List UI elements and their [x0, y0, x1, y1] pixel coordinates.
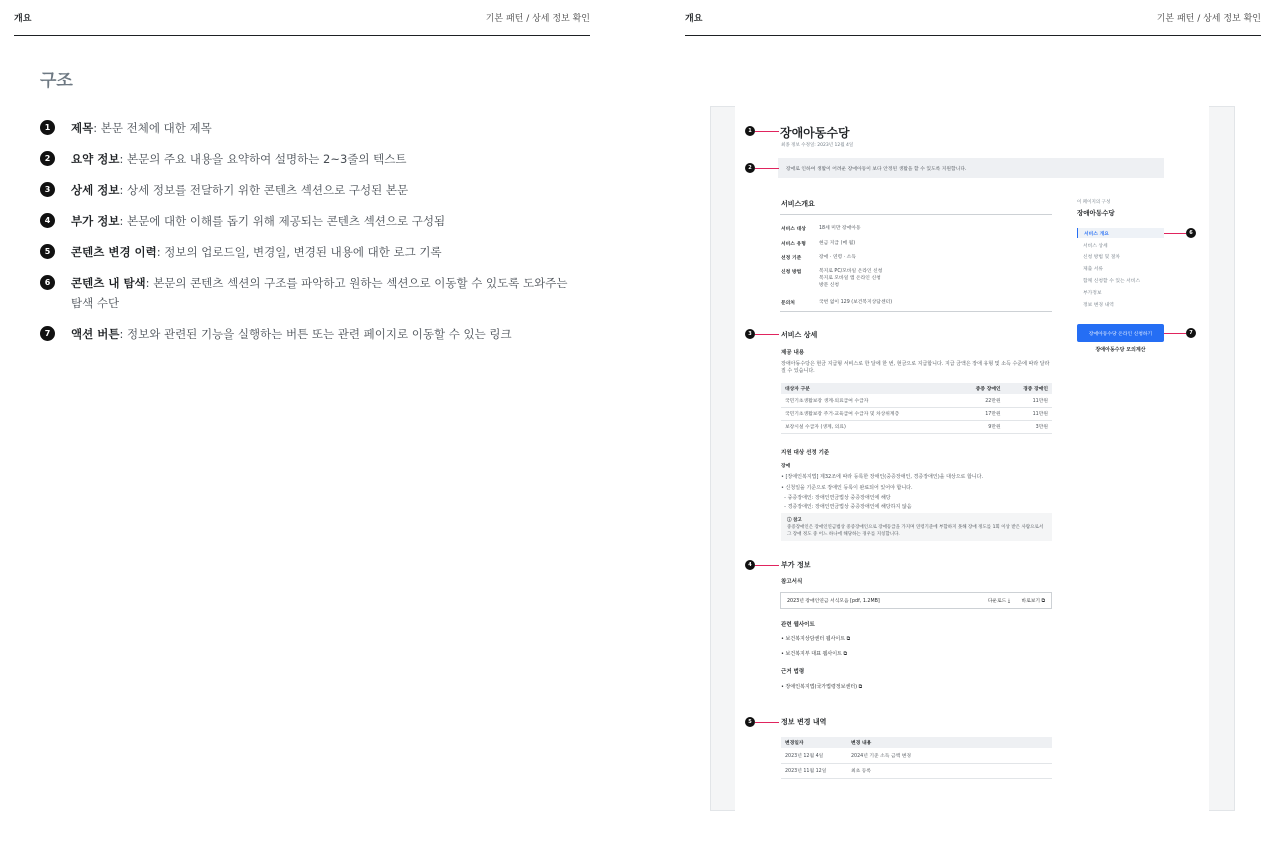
callout-badge: 1 — [745, 126, 755, 136]
legend-desc: : 상세 정보를 전달하기 위한 콘텐츠 섹션으로 구성된 본문 — [119, 183, 409, 197]
site-link[interactable]: • 보건복지부 대표 웹사이트 ⧉ — [781, 651, 848, 657]
law-link[interactable]: • 장애인복지법(국가법령정보센터) ⧉ — [781, 684, 863, 690]
breadcrumb: 기본 패턴 / 상세 정보 확인 — [1156, 14, 1261, 24]
legend-item — [40, 211, 580, 231]
legend-desc: : 본문의 콘텐츠 섹션의 구조를 파악하고 원하는 섹션으로 이동할 수 있도록 도와주는 탐색 수단 — [71, 276, 568, 310]
note-box — [781, 513, 1052, 541]
nav-item[interactable]: 부가정보 — [1083, 290, 1102, 296]
attachment-name: 2023년 장애인연금 서식모음 [pdf, 1.2MB] — [787, 599, 880, 604]
extra-heading: 부가 정보 — [781, 561, 811, 569]
detail-subheading: 제공 내용 — [781, 350, 805, 356]
overview-row — [781, 240, 855, 247]
forms-heading: 참고서식 — [781, 579, 803, 585]
callout-badge: 7 — [1186, 328, 1196, 338]
legend-term: 상세 정보 — [71, 183, 120, 197]
callout-badge: 4 — [745, 560, 755, 570]
criteria-bullet: - 경증장애인: 장애인연금법상 중증장애인에 해당하지 않음 — [781, 504, 912, 510]
table-cell: 11만원 — [1005, 407, 1052, 420]
header-title: 개요 — [685, 14, 703, 24]
legend-term: 요약 정보 — [71, 152, 120, 166]
mockup-page — [735, 106, 1209, 811]
overview-key: 문의처 — [781, 301, 795, 306]
table-cell: 보장시설 수급자 (생계, 의료) — [781, 420, 957, 433]
callout-connector — [755, 565, 779, 566]
table-cell: 2023년 12월 4일 — [781, 748, 847, 763]
section-title: 구조 — [40, 71, 73, 91]
callout-badge: 6 — [1186, 228, 1196, 238]
page-header-right — [685, 0, 1261, 36]
legend-desc: : 본문 전체에 대한 제목 — [93, 121, 212, 135]
table-cell: 국민기초생활보장 생계·의료급여 수급자 — [781, 394, 957, 407]
table-row — [781, 748, 1052, 763]
legend-term: 액션 버튼 — [71, 327, 120, 341]
table-header-row — [781, 383, 1052, 394]
nav-item[interactable]: 서비스 상세 — [1083, 243, 1108, 249]
overview-value: 현금 지급 (매 월) — [819, 241, 856, 246]
callout-connector — [755, 168, 779, 169]
overview-key: 선정 기준 — [781, 256, 802, 261]
legend-desc: : 정보의 업로드일, 변경일, 변경된 내용에 대한 로그 기록 — [156, 245, 442, 259]
download-link[interactable]: 다운로드 ⤓ — [987, 599, 1010, 604]
nav-item[interactable]: 함께 신청할 수 있는 서비스 — [1083, 278, 1141, 284]
mockup-title: 장애아동수당 — [780, 126, 850, 140]
table-cell: 3만원 — [1005, 420, 1052, 433]
legend-item — [40, 149, 580, 169]
table-header-row — [781, 737, 1052, 748]
legend-desc: : 본문에 대한 이해를 돕기 위해 제공되는 콘텐츠 섹션으로 구성됨 — [119, 214, 446, 228]
history-table — [781, 737, 1052, 779]
legend-desc: : 본문의 주요 내용을 요약하여 설명하는 2~3줄의 텍스트 — [119, 152, 407, 166]
overview-key: 서비스 대상 — [781, 227, 806, 232]
legend-term: 콘텐츠 내 탐색 — [71, 276, 146, 290]
table-header: 중증 장애인 — [957, 383, 1004, 394]
legend-number: 7 — [40, 326, 55, 341]
legend-number: 4 — [40, 213, 55, 228]
callout-badge: 3 — [745, 329, 755, 339]
page-header-left — [14, 0, 590, 36]
criteria-bullet: • 신청일을 기준으로 장애인 등록이 완료되어 있어야 합니다. — [781, 485, 913, 491]
criteria-bullet: • [장애인복지법] 제32조에 따라 등록한 장애인(중증장애인, 경증장애인)을 대상으로 합니다. — [781, 474, 984, 480]
mockup-summary: 장애로 인하여 생활이 어려운 장애아동이 보다 안정된 생활을 할 수 있도록 지원합니다. — [778, 158, 1164, 178]
table-cell: 11만원 — [1005, 394, 1052, 407]
table-header: 대상자 구분 — [781, 383, 957, 394]
legend-item — [40, 180, 580, 200]
overview-value: 18세 미만 장애아동 — [819, 226, 861, 231]
criteria-heading: 지원 대상 선정 기준 — [781, 450, 830, 456]
overview-row — [781, 254, 856, 261]
legend-number: 2 — [40, 151, 55, 166]
callout-connector — [755, 334, 779, 335]
apply-online-button[interactable]: 장애아동수당 온라인 신청하기 — [1077, 324, 1164, 342]
legend-desc: : 정보와 관련된 기능을 실행하는 버튼 또는 관련 페이지로 이동할 수 있는 링크 — [119, 327, 512, 341]
detail-heading: 서비스 상세 — [781, 331, 818, 339]
mockup-date: 최종 정보 수정일: 2023년 12월 4일 — [781, 143, 854, 148]
table-cell: 2024년 기준 소득 금액 변경 — [847, 748, 1052, 763]
table-header: 경증 장애인 — [1005, 383, 1052, 394]
legend-number: 6 — [40, 275, 55, 290]
legend-term: 제목 — [71, 121, 94, 135]
callout-connector — [755, 722, 779, 723]
divider — [780, 311, 1052, 312]
callout-connector — [755, 131, 779, 132]
table-header: 변경 내용 — [847, 737, 1052, 748]
table-row — [781, 420, 1052, 433]
breadcrumb: 기본 패턴 / 상세 정보 확인 — [485, 14, 590, 24]
nav-caption: 이 페이지의 구성 — [1077, 200, 1111, 205]
legend-item — [40, 242, 580, 262]
table-row — [781, 394, 1052, 407]
criteria-subheading: 장애 — [781, 464, 791, 469]
overview-value: 복지로 PC/모바일 온라인 신청 복지로 모바일 앱 온라인 신청 방문 신청 — [819, 269, 883, 288]
site-link[interactable]: • 보건복지상담센터 웹사이트 ⧉ — [781, 636, 851, 642]
divider — [780, 214, 1052, 215]
table-cell: 17만원 — [957, 407, 1004, 420]
legend-number: 1 — [40, 120, 55, 135]
legend-term: 부가 정보 — [71, 214, 120, 228]
callout-badge: 2 — [745, 163, 755, 173]
detail-text: 장애아동수당은 현금 지급형 서비스로 한 달에 한 번, 현금으로 지급합니다. 지급 금액은 장애 유형 및 소득 수준에 따라 달라질 수 있습니다. — [781, 361, 1050, 374]
legend-item — [40, 118, 580, 138]
nav-item[interactable]: 신청 방법 및 절차 — [1083, 254, 1121, 260]
history-heading: 정보 변경 내역 — [781, 718, 827, 726]
nav-item[interactable]: 정보 변경 내역 — [1083, 302, 1114, 308]
law-heading: 근거 법령 — [781, 669, 805, 675]
criteria-bullet: - 중증장애인: 장애인연금법상 중증장애인에 해당 — [781, 495, 891, 501]
table-header: 변경일자 — [781, 737, 847, 748]
nav-title: 장애아동수당 — [1077, 209, 1115, 217]
callout-connector — [1164, 233, 1186, 234]
nav-item[interactable]: 서비스 개요 — [1077, 228, 1164, 238]
legend-term: 콘텐츠 변경 이력 — [71, 245, 157, 259]
legend-number: 5 — [40, 244, 55, 259]
table-cell: 2023년 11월 12일 — [781, 763, 847, 778]
overview-key: 신청 방법 — [781, 270, 802, 275]
attachment-row — [780, 592, 1052, 609]
overview-key: 서비스 유형 — [781, 242, 806, 247]
table-row — [781, 407, 1052, 420]
legend-item — [40, 324, 580, 344]
benefit-table — [781, 383, 1052, 434]
legend-item — [40, 273, 580, 313]
note-title: ⓘ 참고 — [787, 518, 802, 523]
table-cell: 최초 등록 — [847, 763, 1052, 778]
callout-connector — [1164, 333, 1186, 334]
overview-heading: 서비스개요 — [781, 200, 815, 208]
callout-badge: 5 — [745, 717, 755, 727]
sites-heading: 관련 웹사이트 — [781, 622, 815, 628]
overview-row — [781, 299, 892, 306]
overview-row — [781, 225, 861, 232]
structure-legend — [40, 118, 580, 355]
nav-item[interactable]: 제출 서류 — [1083, 266, 1104, 272]
overview-value: 국번 없이 129 (보건복지상담센터) — [819, 300, 893, 305]
preview-link[interactable]: 바로보기 ⧉ — [1021, 599, 1045, 604]
note-text: 중증장애인은 장애인연금법상 중증장애인으로 장애등급을 가지며 연령기준에 부합하지 못해 장애 정도를 1회 이상 받은 사람으로서 그 장애 정도 중 어느 하나에 해당하는 경우를 지칭합니다. — [787, 525, 1044, 537]
overview-row — [781, 268, 882, 289]
calculator-link[interactable]: 장애아동수당 모의계산 — [1095, 347, 1146, 353]
table-cell: 9만원 — [957, 420, 1004, 433]
table-row — [781, 763, 1052, 778]
table-cell: 22만원 — [957, 394, 1004, 407]
header-title: 개요 — [14, 14, 32, 24]
overview-value: 장애 · 연령 · 소득 — [819, 255, 856, 260]
table-cell: 국민기초생활보장 주거·교육급여 수급자 및 차상위계층 — [781, 407, 957, 420]
legend-number: 3 — [40, 182, 55, 197]
